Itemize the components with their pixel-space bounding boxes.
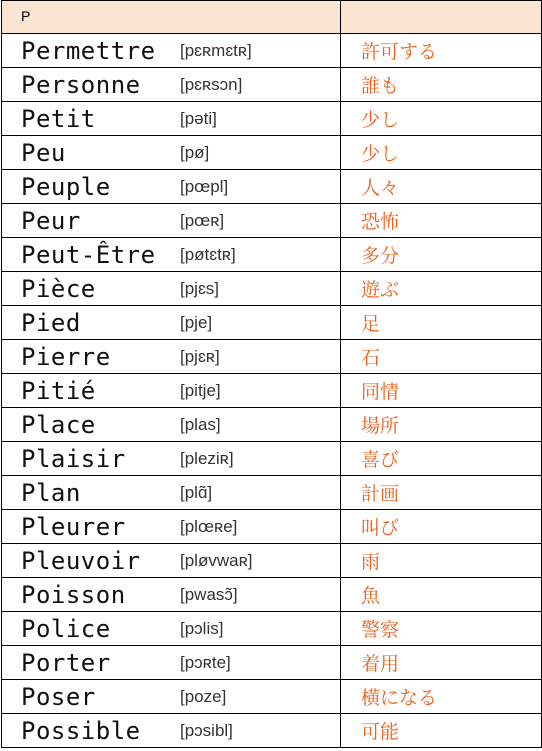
french-word: Place: [21, 410, 96, 439]
word-ipa-cell: [2, 442, 341, 476]
word-ipa-cell: [2, 170, 341, 204]
meaning-cell: [341, 136, 542, 170]
pronunciation: [pɛʀsɔn]: [180, 74, 243, 94]
vocab-row: [2, 714, 542, 748]
pronunciation: [pœʀ]: [180, 210, 225, 230]
word-ipa-wrapper: [2, 238, 340, 271]
word-ipa-wrapper: [2, 714, 340, 747]
pronunciation: [pɔsibl]: [180, 720, 233, 740]
word-ipa-cell: [2, 714, 341, 748]
pronunciation: [pɛʀmɛtʀ]: [180, 40, 252, 60]
section-letter: P: [21, 8, 31, 24]
meaning-cell: [341, 714, 542, 748]
japanese-meaning: 可能: [361, 721, 400, 743]
word-ipa-wrapper: [2, 612, 340, 645]
pronunciation: [pleziʀ]: [180, 448, 234, 468]
word-ipa-wrapper: [2, 170, 340, 203]
vocab-row: [2, 170, 542, 204]
vocab-row: [2, 68, 542, 102]
japanese-meaning: 足: [361, 313, 381, 335]
french-word: Plaisir: [21, 444, 126, 473]
pronunciation: [pœpl]: [180, 176, 229, 196]
word-ipa-wrapper: [2, 68, 340, 101]
japanese-meaning: 石: [361, 347, 381, 369]
meaning-cell: [341, 578, 542, 612]
meaning-cell: [341, 612, 542, 646]
french-word: Pièce: [21, 274, 96, 303]
meaning-cell: [341, 646, 542, 680]
vocab-row: [2, 442, 542, 476]
word-ipa-wrapper: [2, 510, 340, 543]
french-word: Pied: [21, 308, 81, 337]
vocab-row: [2, 544, 542, 578]
meaning-cell: [341, 442, 542, 476]
word-ipa-cell: [2, 408, 341, 442]
word-ipa-wrapper: [2, 476, 340, 509]
french-word: Pleurer: [21, 512, 126, 541]
word-ipa-cell: [2, 102, 341, 136]
french-word: Possible: [21, 716, 141, 745]
vocab-row: [2, 272, 542, 306]
japanese-meaning: 叫び: [361, 517, 400, 539]
vocab-row: [2, 306, 542, 340]
french-word: Permettre: [21, 36, 156, 65]
section-header-cell: [2, 1, 341, 34]
meaning-cell: [341, 544, 542, 578]
word-ipa-cell: [2, 34, 341, 68]
vocab-row: [2, 136, 542, 170]
french-word: Petit: [21, 104, 96, 133]
pronunciation: [plɑ̃]: [180, 482, 213, 502]
word-ipa-cell: [2, 68, 341, 102]
japanese-meaning: 多分: [361, 245, 400, 267]
pronunciation: [pløvwaʀ]: [180, 550, 253, 570]
word-ipa-wrapper: [2, 34, 340, 67]
meaning-cell: [341, 204, 542, 238]
pronunciation: [plœʀe]: [180, 516, 238, 536]
french-word: Plan: [21, 478, 81, 507]
section-header-row: [2, 1, 542, 34]
pronunciation: [pwasɔ̃]: [180, 584, 238, 604]
word-ipa-cell: [2, 476, 341, 510]
pronunciation: [plas]: [180, 414, 221, 434]
word-ipa-wrapper: [2, 136, 340, 169]
vocab-row: [2, 612, 542, 646]
word-ipa-wrapper: [2, 408, 340, 441]
japanese-meaning: 許可する: [361, 41, 438, 63]
meaning-cell: [341, 68, 542, 102]
french-word: Pitié: [21, 376, 96, 405]
meaning-cell: [341, 340, 542, 374]
vocabulary-table-body: [2, 1, 542, 748]
meaning-cell: [341, 102, 542, 136]
french-word: Peu: [21, 138, 66, 167]
french-word: Pleuvoir: [21, 546, 141, 575]
word-ipa-wrapper: [2, 102, 340, 135]
meaning-cell: [341, 238, 542, 272]
japanese-meaning: 遊ぶ: [361, 279, 400, 301]
word-ipa-cell: [2, 238, 341, 272]
vocab-row: [2, 476, 542, 510]
word-ipa-cell: [2, 136, 341, 170]
word-ipa-wrapper: [2, 204, 340, 237]
word-ipa-cell: [2, 680, 341, 714]
pronunciation: [pəti]: [180, 108, 217, 128]
french-word: Poser: [21, 682, 96, 711]
vocab-row: [2, 680, 542, 714]
pronunciation: [pɔʀte]: [180, 652, 231, 672]
meaning-cell: [341, 476, 542, 510]
pronunciation: [pjɛs]: [180, 278, 219, 298]
meaning-cell: [341, 374, 542, 408]
section-header-empty-cell: [341, 1, 542, 34]
vocab-row: [2, 374, 542, 408]
french-word: Peuple: [21, 172, 111, 201]
vocab-row: [2, 578, 542, 612]
pronunciation: [pje]: [180, 312, 213, 332]
japanese-meaning: 少し: [361, 143, 400, 165]
french-word: Poisson: [21, 580, 126, 609]
japanese-meaning: 恐怖: [361, 211, 400, 233]
japanese-meaning: 喜び: [361, 449, 400, 471]
word-ipa-cell: [2, 374, 341, 408]
french-word: Peut-Être: [21, 240, 156, 269]
pronunciation: [pitje]: [180, 380, 221, 400]
japanese-meaning: 誰も: [361, 75, 400, 97]
word-ipa-cell: [2, 612, 341, 646]
word-ipa-cell: [2, 510, 341, 544]
japanese-meaning: 同情: [361, 381, 400, 403]
vocab-row: [2, 34, 542, 68]
word-ipa-wrapper: [2, 680, 340, 713]
word-ipa-cell: [2, 578, 341, 612]
word-ipa-cell: [2, 544, 341, 578]
meaning-cell: [341, 306, 542, 340]
japanese-meaning: 雨: [361, 551, 381, 573]
word-ipa-wrapper: [2, 442, 340, 475]
pronunciation: [pøtɛtʀ]: [180, 244, 236, 264]
word-ipa-wrapper: [2, 306, 340, 339]
pronunciation: [pjɛʀ]: [180, 346, 220, 366]
meaning-cell: [341, 408, 542, 442]
meaning-cell: [341, 272, 542, 306]
french-word: Pierre: [21, 342, 111, 371]
french-word: Porter: [21, 648, 111, 677]
word-ipa-cell: [2, 646, 341, 680]
french-word: Personne: [21, 70, 141, 99]
japanese-meaning: 少し: [361, 109, 400, 131]
meaning-cell: [341, 34, 542, 68]
word-ipa-wrapper: [2, 646, 340, 679]
pronunciation: [pø]: [180, 142, 210, 162]
japanese-meaning: 場所: [361, 415, 400, 437]
vocab-row: [2, 102, 542, 136]
word-ipa-cell: [2, 272, 341, 306]
pronunciation: [poze]: [180, 686, 227, 706]
word-ipa-wrapper: [2, 340, 340, 373]
japanese-meaning: 着用: [361, 653, 400, 675]
word-ipa-wrapper: [2, 544, 340, 577]
vocab-row: [2, 340, 542, 374]
meaning-cell: [341, 170, 542, 204]
japanese-meaning: 計画: [361, 483, 400, 505]
meaning-cell: [341, 510, 542, 544]
vocab-row: [2, 408, 542, 442]
japanese-meaning: 警察: [361, 619, 400, 641]
word-ipa-wrapper: [2, 272, 340, 305]
vocab-row: [2, 238, 542, 272]
japanese-meaning: 魚: [361, 585, 381, 607]
word-ipa-wrapper: [2, 578, 340, 611]
word-ipa-cell: [2, 204, 341, 238]
word-ipa-wrapper: [2, 374, 340, 407]
pronunciation: [pɔlis]: [180, 618, 224, 638]
japanese-meaning: 横になる: [361, 687, 438, 709]
vocab-row: [2, 646, 542, 680]
french-word: Police: [21, 614, 111, 643]
meaning-cell: [341, 680, 542, 714]
word-ipa-cell: [2, 340, 341, 374]
french-word: Peur: [21, 206, 81, 235]
word-ipa-cell: [2, 306, 341, 340]
vocabulary-table: [1, 0, 542, 748]
vocab-row: [2, 510, 542, 544]
japanese-meaning: 人々: [361, 177, 400, 199]
vocab-row: [2, 204, 542, 238]
